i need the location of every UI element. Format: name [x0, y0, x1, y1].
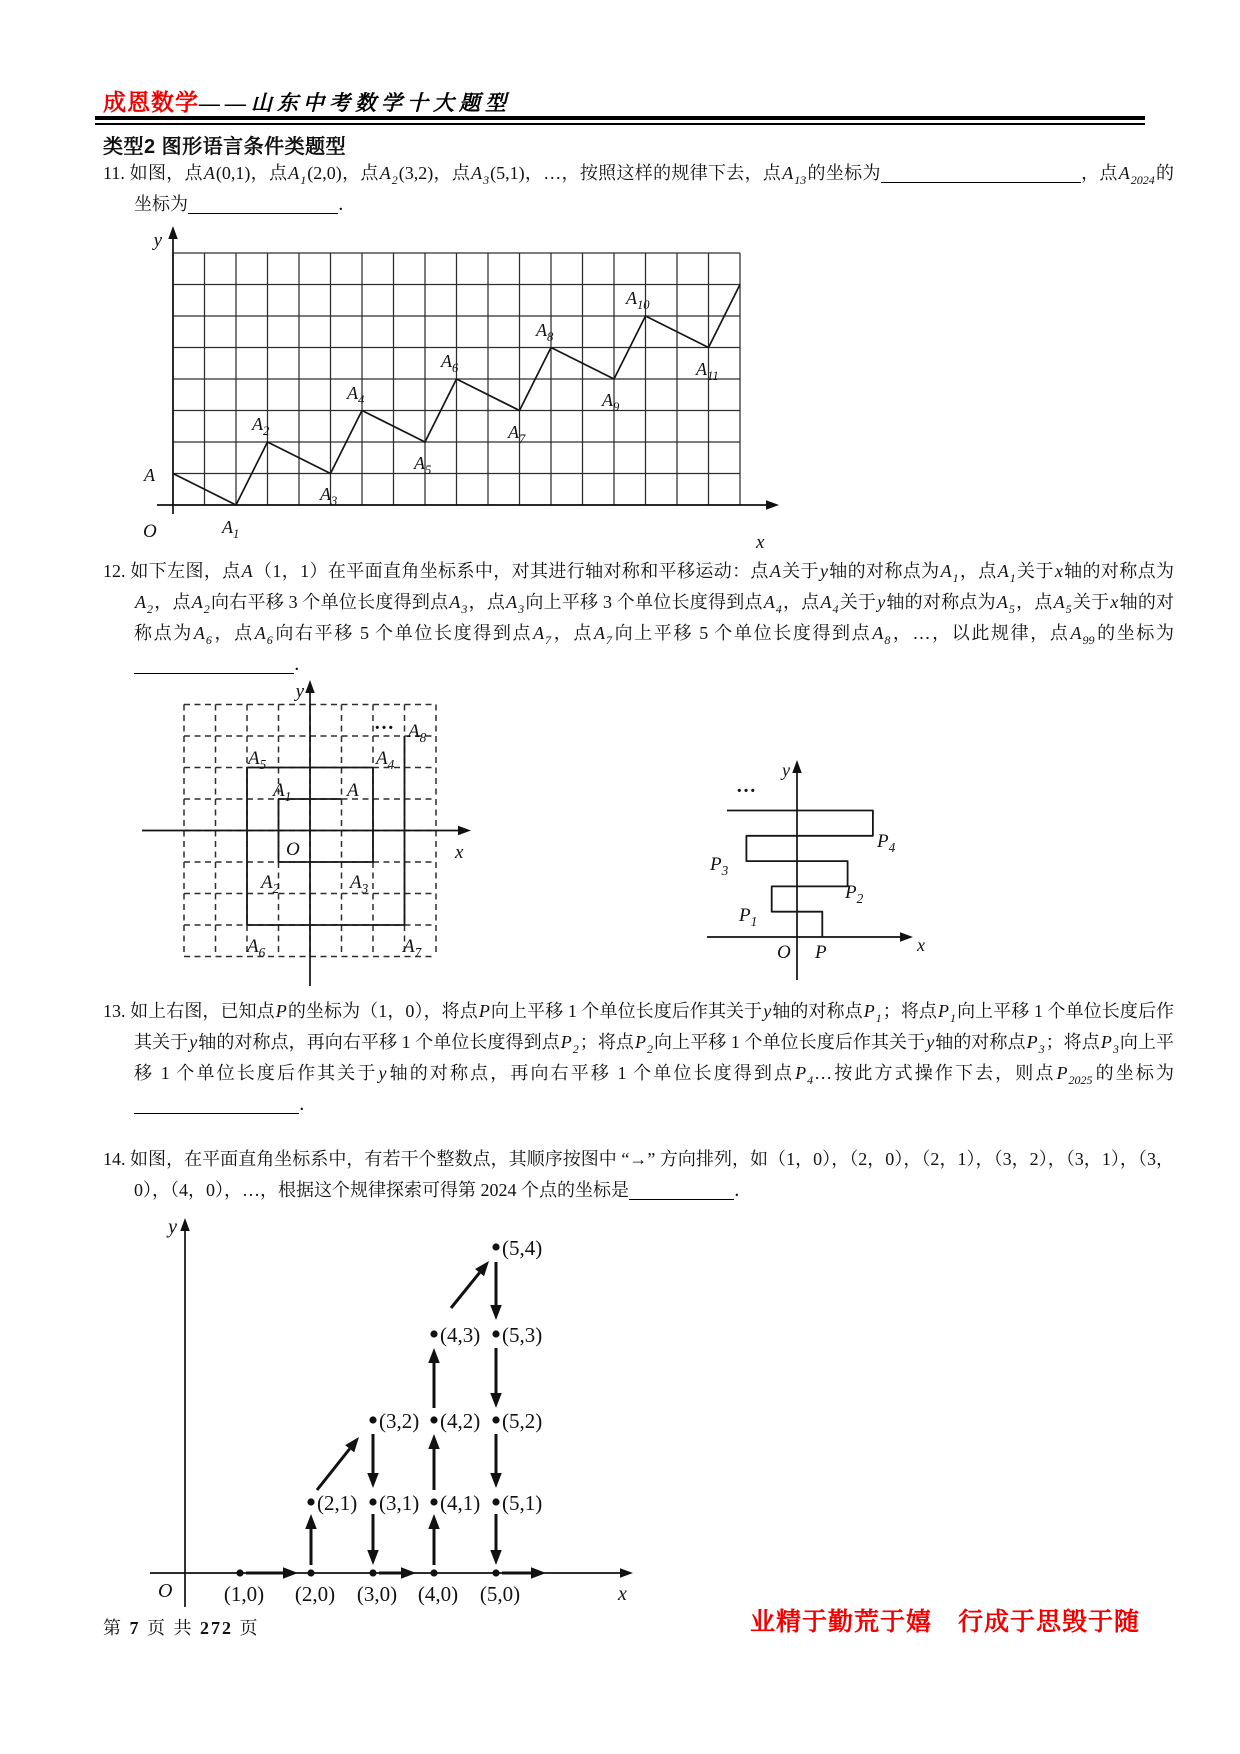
figure-label: $A_1$ — [222, 517, 240, 541]
figure-label: (4,1) — [440, 1491, 481, 1515]
figure-label: O — [286, 839, 300, 860]
figure-label: O — [158, 1580, 173, 1602]
figure-label: $A_5$ — [248, 748, 267, 772]
figure-label: $P_1$ — [739, 905, 758, 929]
figure-label: P — [815, 942, 827, 963]
figure-label: $A_2$ — [252, 414, 270, 438]
problem-14-text: 14. 如图，在平面直角坐标系中，有若干个整数点，其顺序按图中 “→” 方向排列，如（1，0），（2，0），（2，1），（3，2），（3，1），（3，0），（4，0），…，根据这个规律探索可得第 2024 个点的坐标是 ． — [103, 1149, 1174, 1200]
figure-label: (5,3) — [502, 1323, 543, 1347]
figure-label: (4,0) — [417, 1582, 459, 1606]
figure-label: y — [168, 1216, 177, 1238]
figure-label: A — [144, 465, 155, 485]
brand-logo-text: 成恩数学 — [103, 90, 199, 115]
figure-label: (5,4) — [502, 1236, 543, 1260]
figure-label: $P_2$ — [845, 882, 864, 906]
figure-label: … — [374, 712, 394, 734]
figure-label: $P_3$ — [710, 854, 729, 878]
figure-label: (3,2) — [379, 1409, 420, 1433]
figure-label: y — [295, 681, 304, 702]
figure-label: x — [756, 532, 765, 553]
figure-problem-11 — [120, 195, 795, 555]
section-title: 类型2 图形语言条件类题型 — [103, 136, 347, 158]
figure-label: x — [917, 935, 925, 955]
page-header — [103, 84, 1143, 117]
figure-label: A — [347, 780, 359, 801]
figure-label: $A_4$ — [376, 748, 395, 772]
figure-label: $A_{10}$ — [626, 288, 650, 312]
figure-label: x — [455, 842, 464, 863]
figure-label: (2,0) — [294, 1582, 336, 1606]
figure-label: (4,2) — [440, 1409, 481, 1433]
figure-label: … — [736, 775, 756, 797]
problem-12-text: 12. 如下左图，点A（1，1）在平面直角坐标系中，对其进行轴对称和平移运动：点A关于y轴的对称点为$A_1$，点$A_1$关于x轴的对称点为$A_2$，点$A_2$向右平移 3 个单位长度得到点$A_3$，点$A_3$向上平移 3 个单位长度得到点$A_4$，点$A_4$关于y轴的对称点为$A_5$，点$A_5$关于x轴的对称点为$A_6$，点$A_6$向右平移 5 个单位长度得到点$A_7$，点$A_7$向上平移 5 个单位长度得到点$A_8$，…，以此规律，点$A_{99}$的坐标为． — [103, 561, 1175, 674]
figure-label: (5,2) — [502, 1409, 543, 1433]
figure-label: (2,1) — [317, 1491, 358, 1515]
figure-problem-13 — [690, 748, 945, 992]
figure-label: (5,0) — [479, 1582, 521, 1606]
figure-label: O — [777, 942, 791, 963]
figure-label: $A_4$ — [347, 383, 365, 407]
header-subtitle: ——山东中考数学十大题型 — [199, 91, 511, 115]
figure-label: $A_6$ — [441, 351, 459, 375]
figure-label: $A_3$ — [320, 484, 338, 508]
figure-label: $A_8$ — [536, 320, 554, 344]
figure-label: $A_1$ — [273, 780, 292, 804]
figure-label: x — [618, 1583, 627, 1605]
figure-label: (1,0) — [223, 1582, 265, 1606]
figure-label: O — [143, 521, 157, 542]
problem-13-text: 13. 如上右图，已知点P的坐标为（1，0），将点P向上平移 1 个单位长度后作其关于y轴的对称点$P_1$；将点$P_1$向上平移 1 个单位长度后作其关于y轴的对称点，再向右平移 1 个单位长度得到点$P_2$；将点$P_2$向上平移 1 个单位长度后作其关于y轴的对称点$P_3$；将点$P_3$向上平移 1 个单位长度后作其关于y轴的对称点，再向右平移 1 个单位长度得到点$P_4\dots$按此方式操作下去，则点$P_{2025}$的坐标为． — [103, 1001, 1175, 1114]
figure-label: $A_9$ — [602, 390, 620, 414]
figure-label: $A_8$ — [408, 721, 427, 745]
figure-label: (3,1) — [379, 1491, 420, 1515]
figure-problem-14 — [105, 1200, 665, 1612]
figure-label: $A_2$ — [261, 872, 280, 896]
figure-label: (5,1) — [502, 1491, 543, 1515]
page-number: 第 7 页 共 272 页 — [103, 1618, 260, 1638]
figure-label: $A_{11}$ — [696, 359, 719, 383]
figure-label: (4,3) — [440, 1323, 481, 1347]
figure-label: $A_7$ — [508, 422, 526, 446]
figure-label: $A_7$ — [403, 936, 422, 960]
figure-label: (3,0) — [356, 1582, 398, 1606]
figure-label: $A_5$ — [414, 453, 432, 477]
figure-label: y — [782, 760, 790, 780]
header-rule-thin — [95, 123, 1145, 125]
figure-label: $P_4$ — [877, 831, 896, 855]
figure-label: $A_6$ — [247, 936, 266, 960]
header-rule-thick — [95, 116, 1145, 120]
figure-problem-12 — [130, 655, 482, 990]
figure-label: y — [153, 230, 162, 251]
problem-11-text: 11. 如图，点A(0,1)，点$A_1(2,0)$，点$A_2(3,2)$，点$A_3(5,1)$，…，按照这样的规律下去，点$A_{13}$的坐标为 ，点$A_{2024}$的坐标为 ． — [103, 163, 1175, 214]
footer-motto: 业精于勤荒于嬉 行成于思毁于随 — [749, 1609, 1140, 1636]
figure-label: $A_3$ — [350, 872, 369, 896]
